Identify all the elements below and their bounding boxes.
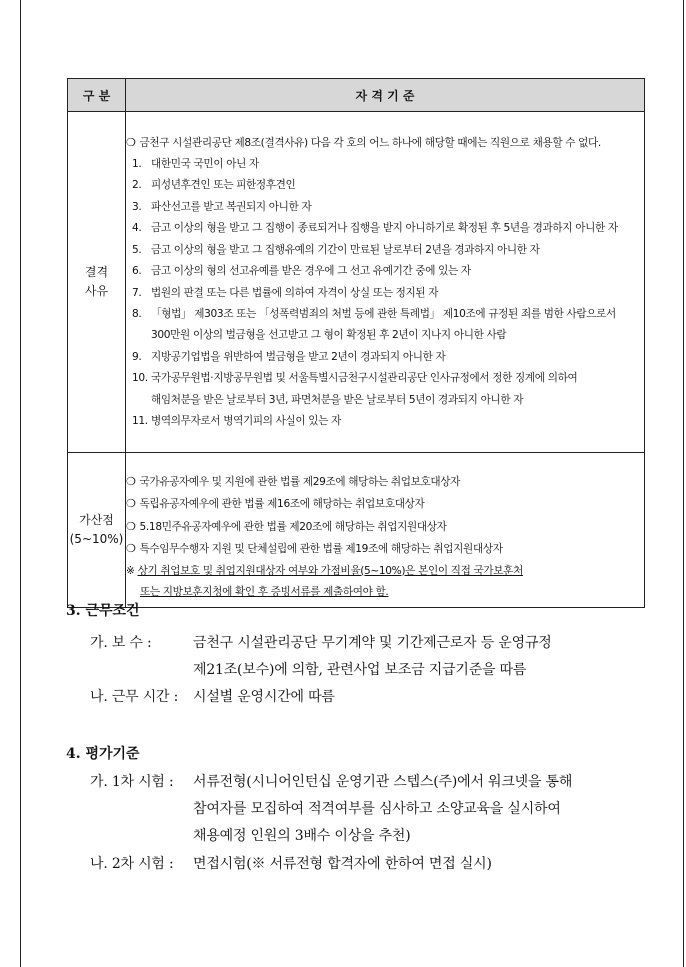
list-item	[126, 347, 644, 368]
list-item	[126, 516, 644, 538]
sec4-first-line1: 서류전형(시니어인턴십 운영기관 스텝스(주)에서 워크넷을 통해	[193, 774, 573, 790]
bonus-label	[68, 453, 126, 608]
sec4-second-line1: 면접시험(※ 서류전형 합격자에 한하여 면접 실시)	[193, 856, 492, 872]
item-text: 독립유공자예우에 관한 법률 제16조에 해당하는 취업보호대상자	[139, 498, 425, 511]
list-item	[126, 471, 644, 493]
circle-bullet-icon: ❍	[126, 135, 136, 149]
page-border-left	[20, 0, 21, 967]
item-text: 국가유공자예우 및 지원에 관한 법률 제29조에 해당하는 취업보호대상자	[139, 476, 461, 488]
circle-bullet-icon: ❍	[126, 542, 136, 556]
list-item	[126, 154, 644, 175]
item-text: 금고 이상의 형을 받고 그 집행이 종료되거나 집행을 받지 아니하기로 확정된 후 5년을 경과하지 아니한 자	[151, 222, 618, 235]
item-text: 피성년후견인 또는 피한정후견인	[151, 179, 296, 192]
item-text: 금고 이상의 형을 받고 그 집행유예의 기간이 만료된 날로부터 2년을 경과하지 아니한 자	[151, 243, 540, 256]
list-item-continuation: 300만원 이상의 벌금형을 선고받고 그 형이 확정된 후 2년이 지나지 아니한 사람	[151, 329, 507, 342]
note-mark-icon: ※	[126, 564, 135, 577]
item-text: 5.18민주유공자예우에 관한 법률 제20조에 해당하는 취업지원대상자	[139, 520, 447, 533]
sec4-first-label: 가. 1차 시험 :	[90, 774, 174, 790]
circle-bullet-icon: ❍	[126, 497, 136, 511]
bonus-list	[126, 471, 644, 561]
item-text: 금고 이상의 형의 선고유예를 받은 경우에 그 선고 유예기간 중에 있는 자	[151, 265, 471, 278]
bonus-note-line1: 상기 취업보호 및 취업지원대상자 여부와 가점비율(5~10%)은 본인이 직접 국가보훈처	[137, 564, 523, 577]
item-number: 6.	[132, 265, 142, 278]
sec3-pay-line2: 제21조(보수)에 의함, 관련사업 보조금 지급기준을 따름	[193, 662, 527, 678]
item-number: 1.	[132, 158, 142, 171]
list-item	[126, 493, 644, 515]
item-text: 대한민국 국민이 아닌 자	[151, 158, 259, 171]
list-item	[126, 283, 644, 304]
disqualification-content	[126, 112, 645, 453]
bonus-label-1: 가산점	[79, 513, 114, 527]
disq-intro-text: 금천구 시설관리공단 제8조(결격사유) 다음 각 호의 어느 하나에 해당할 때에는 직원으로 채용할 수 없다.	[139, 136, 601, 149]
circle-bullet-icon: ❍	[126, 519, 136, 533]
item-text: 파산선고를 받고 복권되지 아니한 자	[151, 200, 312, 213]
sec3-hours-label: 나. 근무 시간 :	[90, 689, 179, 705]
item-number: 7.	[132, 286, 142, 299]
header-category: 구 분	[68, 79, 126, 112]
list-item	[126, 411, 644, 432]
sec4-first-line3: 채용예정 인원의 3배수 이상을 추천)	[193, 828, 411, 844]
list-item	[126, 261, 644, 282]
item-number: 3.	[132, 200, 142, 213]
item-text: 법원의 판결 또는 다른 법률에 의하여 자격이 상실 또는 정지된 자	[151, 286, 439, 299]
item-number: 10.	[132, 372, 148, 385]
section-4-title: 4. 평가기준	[66, 746, 140, 762]
sec4-first-line2: 참여자를 모집하여 적격여부를 심사하고 소양교육을 실시하여	[193, 801, 561, 817]
list-item	[126, 175, 644, 196]
item-text: 병역의무자로서 병역기피의 사실이 있는 자	[151, 414, 341, 427]
list-item	[126, 368, 644, 389]
bonus-label-2: (5~10%)	[69, 532, 124, 546]
item-text: 지방공기업법을 위반하여 벌금형을 받고 2년이 경과되지 아니한 자	[151, 350, 446, 363]
disq-intro	[126, 132, 644, 154]
sec3-pay-line1: 금천구 시설관리공단 무기계약 및 기간제근로자 등 운영규정	[193, 635, 552, 651]
bonus-row	[68, 453, 645, 608]
bonus-note	[126, 561, 644, 582]
bonus-note-cont	[126, 582, 644, 603]
item-text: 「형법」 제303조 또는 「성폭력범죄의 처벌 등에 관한 특례법」 제10조에 규정된 죄를 범한 사람으로서	[151, 307, 616, 320]
circle-bullet-icon: ❍	[126, 475, 136, 488]
item-number: 2.	[132, 179, 142, 192]
header-criteria: 자 격 기 준	[126, 79, 645, 112]
section-3-title: 3. 근무조건	[66, 603, 140, 619]
disqualification-label	[68, 112, 126, 453]
item-number: 9.	[132, 350, 142, 363]
item-number: 4.	[132, 222, 142, 235]
sec3-pay-label: 가. 보 수 :	[90, 635, 152, 651]
list-item	[126, 218, 644, 239]
disq-label-2: 사유	[84, 284, 109, 298]
list-item	[126, 240, 644, 261]
disq-list	[126, 154, 644, 432]
item-number: 11.	[132, 414, 148, 427]
item-number: 5.	[132, 243, 142, 256]
list-item-continuation: 해임처분을 받은 날로부터 3년, 파면처분을 받은 날로부터 5년이 경과되지 아니한 자	[151, 393, 524, 406]
bonus-content	[126, 453, 645, 608]
bonus-note-line2: 또는 지방보훈지청에 확인 후 증빙서류를 제출하여야 함.	[140, 586, 389, 599]
sec3-hours-line1: 시설별 운영시간에 따름	[193, 689, 335, 705]
item-text: 국가공무원법·지방공무원법 및 서울특별시금천구시설관리공단 인사규정에서 정한 징계에 의하여	[151, 372, 578, 385]
list-item	[126, 197, 644, 218]
sec4-second-label: 나. 2차 시험 :	[90, 856, 174, 872]
disqualification-row	[68, 112, 645, 453]
item-number: 8.	[132, 307, 142, 320]
list-item	[126, 538, 644, 560]
list-item	[126, 304, 644, 325]
qualification-table	[67, 78, 645, 608]
page-border-right	[683, 0, 684, 967]
disq-label-1: 결격	[84, 265, 109, 279]
table-header-row	[68, 79, 645, 112]
item-text: 특수임무수행자 지원 및 단체설립에 관한 법률 제19조에 해당하는 취업지원대상자	[139, 543, 503, 556]
